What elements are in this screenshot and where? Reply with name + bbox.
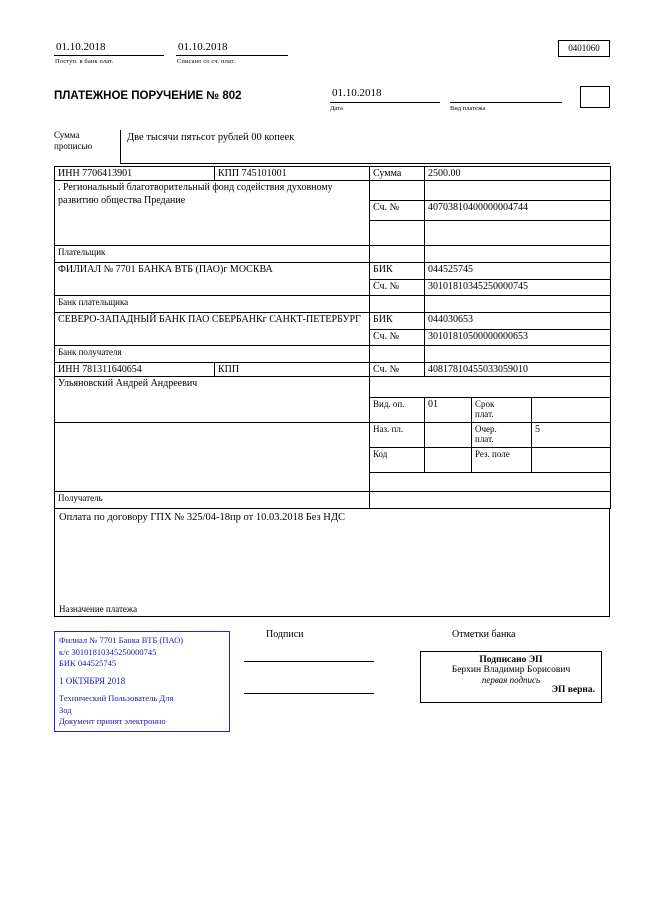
reserve-value <box>532 448 611 473</box>
purpose-code-row <box>55 423 611 448</box>
term-value <box>532 398 611 423</box>
payee-bank-name: СЕВЕРО-ЗАПАДНЫЙ БАНК ПАО СБЕРБАНКг САНКТ-ПЕТЕРБУРГ <box>58 314 361 325</box>
term-label-line1: Срок <box>475 399 495 409</box>
amount-value-cell: 2500.00 <box>425 167 611 181</box>
payer-bank-bik-value: 044525745 <box>425 263 611 280</box>
stamp-line-4: 1 ОКТЯБРЯ 2018 <box>59 675 126 686</box>
bank-marks-label: Отметки банка <box>452 629 516 640</box>
ep-valid: ЭП верна. <box>551 685 595 695</box>
payer-account-filler-left <box>370 221 425 246</box>
payer-bank-caption-row <box>55 296 611 313</box>
payee-bank-caption-spacer-1 <box>370 346 425 363</box>
payee-bank-account-value: 30101810500000000653 <box>425 329 611 346</box>
payment-kind-value <box>450 86 562 101</box>
amount-label-cell: Сумма <box>370 167 425 181</box>
payer-bank-caption <box>55 296 370 313</box>
header-dates-row <box>54 40 610 74</box>
payee-bank-account-label: Сч. № <box>370 329 425 346</box>
payer-bank-account-value: 30101810345250000745 <box>425 279 611 296</box>
document-date-caption: Дата <box>330 105 343 112</box>
codes-bottom-spacer <box>370 473 611 492</box>
payer-caption-spacer-2 <box>425 246 611 263</box>
payment-details-table <box>54 166 611 509</box>
payee-inn-value: 781311640654 <box>82 364 142 375</box>
op-kind-label <box>370 398 425 423</box>
payee-bank-row <box>55 313 611 330</box>
payer-bank-bik-label: БИК <box>370 263 425 280</box>
amount-words-value: Две тысячи пятьсот рублей 00 копеек <box>120 130 610 164</box>
op-kind-value: 01 <box>425 398 472 423</box>
payer-inn-value: 7706413901 <box>82 168 133 179</box>
queue-value: 5 <box>532 423 611 448</box>
payer-inn-label: ИНН <box>58 168 80 179</box>
amount-words-row <box>54 130 610 166</box>
code-value <box>425 448 472 473</box>
payer-kpp-cell <box>215 167 370 181</box>
payer-kpp-value: 745101001 <box>241 168 287 179</box>
payee-name-cell <box>55 377 370 423</box>
payee-bank-caption-text: Банк получателя <box>58 347 122 357</box>
stamp-line-5: Технический Пользователь Для <box>59 693 174 703</box>
debited-date-caption: Списано со сч. плат. <box>177 58 235 65</box>
received-date-caption: Поступ. в банк плат. <box>55 58 114 65</box>
payer-account-value: 40703810400000004744 <box>425 201 611 221</box>
payee-account-label: Сч. № <box>370 363 425 377</box>
bank-electronic-stamp <box>54 631 230 732</box>
signature-zone <box>54 619 610 759</box>
payer-bank-row <box>55 263 611 280</box>
payee-caption-final-row <box>55 492 611 509</box>
queue-label-line1: Очер. <box>475 424 497 434</box>
signature-line-1 <box>244 661 374 662</box>
op-kind-label-text: Вид. оп. <box>373 399 405 409</box>
payment-kind-box <box>580 86 610 108</box>
document-date-value: 01.10.2018 <box>332 87 382 99</box>
purpose-caption: Назначение платежа <box>59 604 138 614</box>
payer-kpp-label: КПП <box>218 168 240 179</box>
payee-inn-cell <box>55 363 215 377</box>
received-date-value: 01.10.2018 <box>56 41 106 53</box>
codes-spacer <box>370 377 611 398</box>
payee-name-row <box>55 377 611 398</box>
queue-label <box>472 423 532 448</box>
title-row <box>54 86 610 122</box>
payer-bank-name-cell <box>55 263 370 296</box>
payer-name-row <box>55 181 611 201</box>
reserve-label <box>472 448 532 473</box>
signatures-label: Подписи <box>266 629 304 640</box>
payer-bank-caption-text: Банк плательщика <box>58 297 129 307</box>
amount-words-label-line2: прописью <box>54 141 93 151</box>
payment-kind-caption: Вид платежа <box>450 105 486 112</box>
purpose-code-label-text: Наз. пл. <box>373 424 404 434</box>
amount-words-label-line1: Сумма <box>54 130 80 140</box>
ep-role: первая подпись <box>481 675 541 685</box>
payer-caption-text: Плательщик <box>58 247 106 257</box>
code-label-text: Код <box>373 449 388 459</box>
payment-kind-block <box>450 86 562 112</box>
payee-bank-caption-spacer-2 <box>425 346 611 363</box>
payer-inn-cell <box>55 167 215 181</box>
stamp-line-7: Документ принят электронно <box>59 716 166 726</box>
stamp-line-6: Зод <box>59 704 72 715</box>
amount-words-label <box>54 130 114 152</box>
purpose-code-value <box>425 423 472 448</box>
debited-date-value: 01.10.2018 <box>178 41 228 53</box>
stamp-line-3: БИК 044525745 <box>59 658 117 668</box>
payer-account-label: Сч. № <box>370 201 425 221</box>
payer-name-value: . Региональный благотворительный фонд содействия духовному развитию общества Предание <box>58 182 333 206</box>
payee-inn-row <box>55 363 611 377</box>
ep-name: Берхин Владимир Борисович <box>451 665 571 675</box>
payee-bank-name-cell <box>55 313 370 346</box>
payer-bank-caption-spacer-2 <box>425 296 611 313</box>
payee-bank-caption <box>55 346 370 363</box>
document-date-block <box>330 86 440 112</box>
payee-kpp-cell <box>215 363 370 377</box>
payer-inn-row <box>55 167 611 181</box>
payment-order-document <box>54 40 610 759</box>
payer-account-value-spacer <box>425 181 611 201</box>
payee-name: Ульяновский Андрей Андреевич <box>58 378 198 389</box>
queue-label-line2: плат. <box>475 434 494 444</box>
payee-bank-bik-value: 044030653 <box>425 313 611 330</box>
payer-bank-name: ФИЛИАЛ № 7701 БАНКА ВТБ (ПАО)г МОСКВА <box>58 264 273 275</box>
ep-title: Подписано ЭП <box>479 655 543 665</box>
term-label <box>472 398 532 423</box>
payee-caption <box>55 492 370 509</box>
payee-bank-bik-label: БИК <box>370 313 425 330</box>
payee-caption-text: Получатель <box>58 493 103 503</box>
payee-bank-caption-row <box>55 346 611 363</box>
purpose-text: Оплата по договору ГПХ № 325/04-18пр от 10.03.2018 Без НДС <box>59 512 346 523</box>
payer-name-cell <box>55 181 370 246</box>
electronic-signature-box <box>420 651 602 703</box>
purpose-code-label <box>370 423 425 448</box>
received-date-block <box>54 40 164 65</box>
payee-account-value: 40817810455033059010 <box>425 363 611 377</box>
payer-bank-caption-spacer-1 <box>370 296 425 313</box>
code-label <box>370 448 425 473</box>
reserve-label-text: Рез. поле <box>475 449 510 459</box>
stamp-line-1: Филиал № 7701 Банка ВТБ (ПАО) <box>59 635 184 645</box>
payee-kpp-label: КПП <box>218 364 240 375</box>
payee-name-filler <box>55 423 370 492</box>
payer-caption-row <box>55 246 611 263</box>
purpose-block <box>54 509 610 617</box>
payee-inn-label: ИНН <box>58 364 80 375</box>
payer-caption <box>55 246 370 263</box>
payer-bank-account-label: Сч. № <box>370 279 425 296</box>
form-code-box: 0401060 <box>558 40 610 57</box>
term-label-line2: плат. <box>475 409 494 419</box>
page-title: ПЛАТЕЖНОЕ ПОРУЧЕНИЕ № 802 <box>54 90 242 102</box>
payer-caption-spacer-1 <box>370 246 425 263</box>
stamp-line-2: к/с 30101810345250000745 <box>59 646 157 657</box>
payer-account-label-spacer <box>370 181 425 201</box>
debited-date-block <box>176 40 288 65</box>
payer-account-filler-right <box>425 221 611 246</box>
payee-caption-spacer <box>370 492 611 509</box>
signature-line-2 <box>244 693 374 694</box>
